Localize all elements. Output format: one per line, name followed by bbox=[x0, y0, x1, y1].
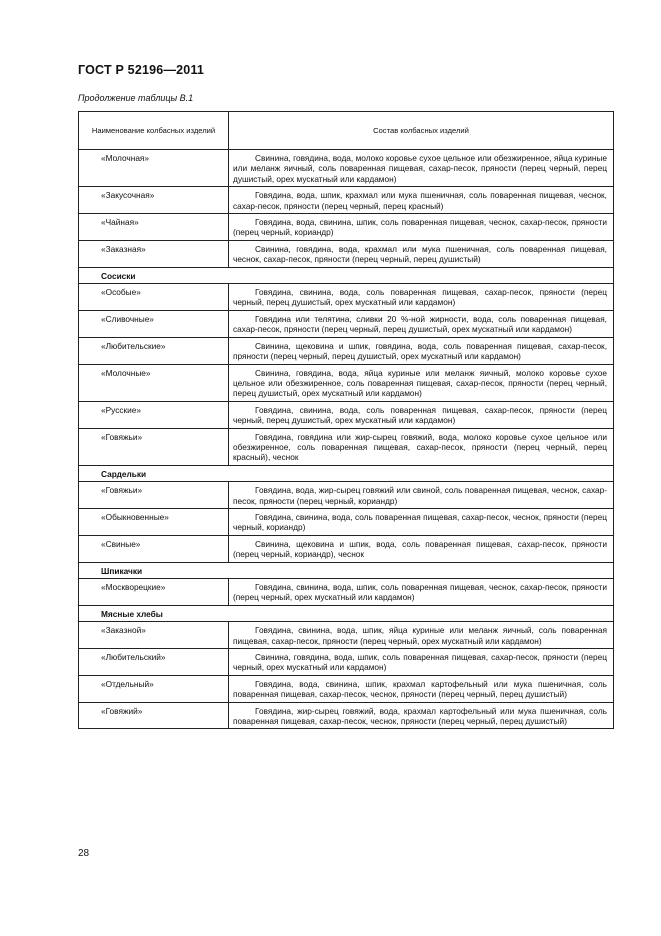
section-heading: Сардельки bbox=[79, 465, 614, 481]
product-name-cell: «Отдельный» bbox=[79, 675, 229, 702]
product-name-cell: «Любительские» bbox=[79, 337, 229, 364]
product-name-cell: «Заказной» bbox=[79, 622, 229, 649]
product-name-cell: «Сливочные» bbox=[79, 310, 229, 337]
column-header-name: Наименование колбасных изделий bbox=[79, 112, 229, 150]
composition-cell: Свинина, говядина, вода, яйца куриные или меланж яичный, молоко коровье сухое цельное или обезжиренное, соль поваренная пищевая, сахар-песок, пряности (перец черный, перец душистый, орех мускатный или кардамон) bbox=[229, 364, 614, 401]
product-name-cell: «Чайная» bbox=[79, 214, 229, 241]
table-row bbox=[79, 508, 614, 535]
composition-table bbox=[78, 111, 614, 729]
section-row bbox=[79, 562, 614, 578]
table-header-row bbox=[79, 112, 614, 150]
table-row bbox=[79, 428, 614, 465]
table-row bbox=[79, 364, 614, 401]
product-name-cell: «Обыкновенные» bbox=[79, 508, 229, 535]
table-caption: Продолжение таблицы В.1 bbox=[78, 93, 194, 103]
composition-cell: Свинина, говядина, вода, шпик, соль поваренная пищевая, сахар-песок, пряности (перец черный, орех мускатный или кардамон) bbox=[229, 649, 614, 676]
section-row bbox=[79, 465, 614, 481]
composition-cell: Говядина, жир-сырец говяжий, вода, крахмал картофельный или мука пшеничная, соль поваренная пищевая, сахар-песок, чеснок, пряности (перец черный, перец душистый) bbox=[229, 702, 614, 729]
composition-cell: Говядина или телятина, сливки 20 %-ной жирности, вода, соль поваренная пищевая, сахар-песок, пряности (перец черный, перец душистый, орех мускатный или кардамон) bbox=[229, 310, 614, 337]
table-row bbox=[79, 535, 614, 562]
section-row bbox=[79, 267, 614, 283]
composition-cell: Свинина, говядина, вода, крахмал или мука пшеничная, соль поваренная пищевая, чеснок, сахар-песок, пряности (перец черный, перец душистый) bbox=[229, 240, 614, 267]
table-row bbox=[79, 675, 614, 702]
column-header-composition: Состав колбасных изделий bbox=[229, 112, 614, 150]
section-heading: Шпикачки bbox=[79, 562, 614, 578]
product-name-cell: «Русские» bbox=[79, 401, 229, 428]
section-row bbox=[79, 605, 614, 621]
table-row bbox=[79, 214, 614, 241]
composition-cell: Свинина, щековина и шпик, говядина, вода, соль поваренная пищевая, сахар-песок, пряности (перец черный, перец душистый, орех мускатный или кардамон) bbox=[229, 337, 614, 364]
composition-cell: Говядина, вода, свинина, шпик, соль поваренная пищевая, чеснок, сахар-песок, пряности (перец черный, кориандр) bbox=[229, 214, 614, 241]
product-name-cell: «Говяжий» bbox=[79, 702, 229, 729]
table-row bbox=[79, 649, 614, 676]
composition-cell: Говядина, свинина, вода, соль поваренная пищевая, сахар-песок, пряности (перец черный, перец душистый, орех мускатный или кардамон) bbox=[229, 401, 614, 428]
page-number: 28 bbox=[78, 848, 90, 859]
table-row bbox=[79, 310, 614, 337]
table-row bbox=[79, 702, 614, 729]
product-name-cell: «Москворецкие» bbox=[79, 579, 229, 606]
table-row bbox=[79, 482, 614, 509]
composition-cell: Говядина, свинина, вода, шпик, соль поваренная пищевая, чеснок, сахар-песок, пряности (перец черный, орех мускатный или кардамон) bbox=[229, 579, 614, 606]
composition-cell: Говядина, вода, свинина, шпик, крахмал картофельный или мука пшеничная, соль поваренная пищевая, сахар-песок, чеснок, пряности (перец черный, перец душистый) bbox=[229, 675, 614, 702]
composition-cell: Говядина, свинина, вода, соль поваренная пищевая, сахар-песок, чеснок, пряности (перец черный, кориандр) bbox=[229, 508, 614, 535]
table-row bbox=[79, 240, 614, 267]
composition-cell: Говядина, вода, жир-сырец говяжий или свиной, соль поваренная пищевая, чеснок, сахар-песок, пряности (перец черный, кориандр) bbox=[229, 482, 614, 509]
product-name-cell: «Говяжьи» bbox=[79, 428, 229, 465]
composition-cell: Свинина, щековина и шпик, вода, соль поваренная пищевая, сахар-песок, пряности (перец черный, кориандр), чеснок bbox=[229, 535, 614, 562]
table-body bbox=[79, 150, 614, 729]
table-row bbox=[79, 579, 614, 606]
product-name-cell: «Молочная» bbox=[79, 150, 229, 187]
composition-cell: Говядина, свинина, вода, шпик, яйца куриные или меланж яичный, соль поваренная пищевая, сахар-песок, пряности (перец черный, орех мускатный или кардамон) bbox=[229, 622, 614, 649]
table-row bbox=[79, 150, 614, 187]
product-name-cell: «Свиные» bbox=[79, 535, 229, 562]
section-heading: Мясные хлебы bbox=[79, 605, 614, 621]
table-row bbox=[79, 284, 614, 311]
product-name-cell: «Закусочная» bbox=[79, 187, 229, 214]
product-name-cell: «Молочные» bbox=[79, 364, 229, 401]
table-row bbox=[79, 337, 614, 364]
composition-cell: Говядина, свинина, вода, соль поваренная пищевая, сахар-песок, пряности (перец черный, перец душистый, орех мускатный или кардамон) bbox=[229, 284, 614, 311]
section-heading: Сосиски bbox=[79, 267, 614, 283]
product-name-cell: «Особые» bbox=[79, 284, 229, 311]
table-row bbox=[79, 187, 614, 214]
composition-cell: Говядина, говядина или жир-сырец говяжий, вода, молоко коровье сухое цельное или обезжиренное, соль поваренная пищевая, сахар-песок, пряности (перец черный, перец красный), чеснок bbox=[229, 428, 614, 465]
product-name-cell: «Любительский» bbox=[79, 649, 229, 676]
table-row bbox=[79, 622, 614, 649]
document-title: ГОСТ Р 52196—2011 bbox=[78, 63, 205, 77]
composition-cell: Говядина, вода, шпик, крахмал или мука пшеничная, соль поваренная пищевая, чеснок, сахар-песок, пряности (перец черный, перец красный) bbox=[229, 187, 614, 214]
product-name-cell: «Заказная» bbox=[79, 240, 229, 267]
composition-cell: Свинина, говядина, вода, молоко коровье сухое цельное или обезжиренное, яйца куриные или меланж яичный, соль поваренная пищевая, сахар-песок, пряности (перец черный, перец душистый, орех мускатный или кардамон) bbox=[229, 150, 614, 187]
table-row bbox=[79, 401, 614, 428]
product-name-cell: «Говяжьи» bbox=[79, 482, 229, 509]
